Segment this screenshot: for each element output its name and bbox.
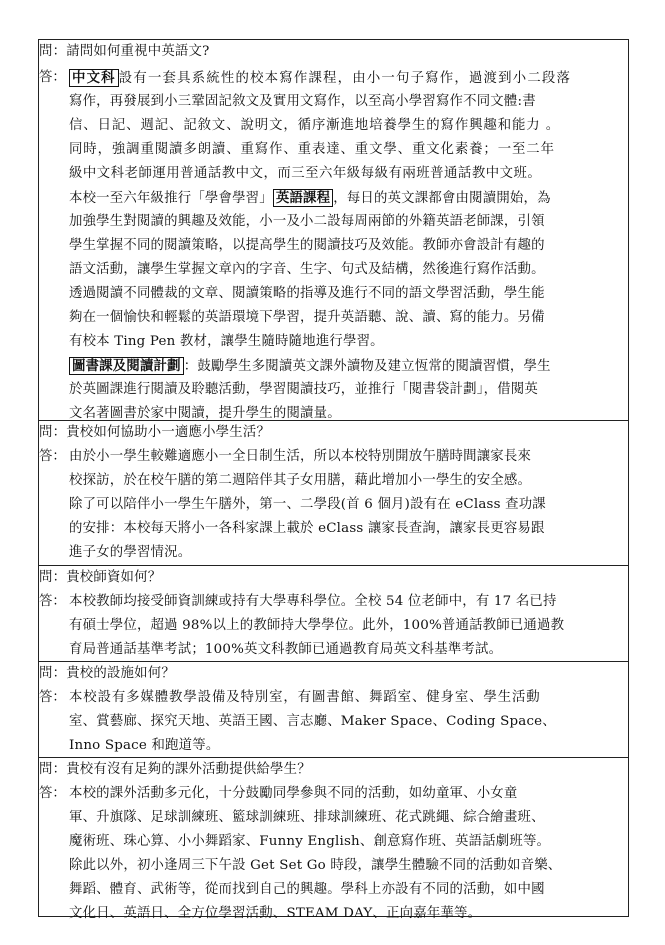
answer-line: 文名著圖書於家中閱讀，提升學生的閱讀量。 <box>69 406 341 421</box>
english-subject-heading: 英語課程 <box>273 189 333 207</box>
question-marker: 問： <box>39 570 67 585</box>
question-marker: 問： <box>39 762 67 777</box>
answer-line: 寫作，再發展到小三鞏固記敘文及實用文寫作，以至高小學習寫作不同文體:書 <box>69 94 536 109</box>
answer-line: 同時，強調重閱讀多朗讀、重寫作、重表達、重文學、重文化素養；一至二年 <box>69 142 555 157</box>
question-row <box>39 421 270 445</box>
faq-table <box>38 39 629 921</box>
answer-line: 本校設有多媒體教學設備及特別室，有圖書館、舞蹈室、健身室、學生活動 <box>69 690 541 705</box>
answer-line: 有校本 Ting Pen 教材，讓學生隨時隨地進行學習。 <box>69 334 384 349</box>
answer-line: 圖書課及閱讀計劃 ：鼓勵學生多閱讀英文課外讀物及建立恆常的閱讀習慣，學生 <box>69 354 551 378</box>
faq-section-facilities <box>39 661 628 757</box>
answer-line: 本校一至六年級推行「學會學習」 英語課程 ，每日的英文課都會由閱讀開始，為 <box>69 190 551 206</box>
question-text: 貴校的設施如何？ <box>66 666 175 681</box>
answer-line: 文化日、英語日、全方位學習活動、STEAM DAY、正向嘉年華等。 <box>69 906 482 921</box>
answer-line: 進子女的學習情況。 <box>69 545 192 560</box>
answer-line: 夠在一個愉快和輕鬆的英語環境下學習，提升英語聽、說、讀、寫的能力。另備 <box>69 310 545 325</box>
question-row <box>39 40 209 64</box>
answer-line: 語文活動，讓學生掌握文章內的字音、生字、句式及結構，然後進行寫作活動。 <box>69 262 545 277</box>
answer-line: 的安排：本校每天將小一各科家課上載於 eClass 讓家長查詢，讓家長更容易跟 <box>69 521 545 536</box>
library-reading-heading: 圖書課及閱讀計劃 <box>69 357 184 375</box>
answer-marker: 答： <box>39 786 66 801</box>
answer-line: Inno Space 和跑道等。 <box>69 738 220 753</box>
answer-marker: 答： <box>39 449 66 464</box>
answer-line: 育局普通話基準考試；100%英文科教師已通過教育局英文科基準考試。 <box>69 642 503 657</box>
answer-line: 室、賞藝廊、探究天地、英語王國、言志廳、Maker Space、Coding Space、 <box>69 714 556 729</box>
faq-section-language <box>39 40 628 421</box>
answer-line: 有碩士學位，超過 98%以上的教師持大學學位。此外，100%普通話教師已通過教 <box>69 618 565 633</box>
answer-line: 軍、升旗隊、足球訓練班、籃球訓練班、排球訓練班、花式跳繩、綜合繪畫班、 <box>69 810 545 825</box>
question-text: 貴校如何協助小一適應小學生活？ <box>66 425 271 440</box>
question-marker: 問： <box>39 666 67 681</box>
answer-line: 除此以外，初小逢周三下午設 Get Set Go 時段，讓學生體驗不同的活動如音樂、 <box>69 858 562 873</box>
answer-line: 中文科 設有一套具系統性的校本寫作課程，由小一句子寫作，過渡到小二段落 <box>69 66 571 90</box>
answer-line: 舞蹈、體育、武術等，從而找到自己的興趣。學科上亦設有不同的活動，如中國 <box>69 882 545 897</box>
faq-section-primary-one <box>39 420 628 565</box>
answer-line: 級中文科老師運用普通話教中文，而三至六年級每級有兩班普通話教中文班。 <box>69 166 542 181</box>
faq-section-activities <box>39 757 628 921</box>
chinese-subject-heading: 中文科 <box>69 69 119 87</box>
question-marker: 問： <box>39 44 67 59</box>
answer-marker: 答： <box>39 70 66 85</box>
question-text: 貴校有沒有足夠的課外活動提供給學生？ <box>66 762 311 777</box>
answer-line: 本校的課外活動多元化，十分鼓勵同學參與不同的活動，如幼童軍、小女童 <box>69 786 518 801</box>
question-row <box>39 662 175 686</box>
answer-line: 魔術班、珠心算、小小舞蹈家、Funny English、創意寫作班、英語話劇班等。 <box>69 834 551 849</box>
answer-line: 於英圖課進行閱讀及聆聽活動，學習閱讀技巧，並推行「閱書袋計劃」，借閱英 <box>69 382 538 397</box>
answer-marker: 答： <box>39 690 66 705</box>
answer-marker: 答： <box>39 594 66 609</box>
answer-line: 除了可以陪伴小一學生午膳外，第一、二學段(首 6 個月)設有在 eClass 查功課 <box>69 497 546 512</box>
answer-line: 校探訪，於在校午膳的第二週陪伴其子女用膳，藉此增加小一學生的安全感。 <box>69 473 532 488</box>
question-text: 貴校師資如何？ <box>66 570 162 585</box>
question-marker: 問： <box>39 425 67 440</box>
question-row <box>39 566 161 590</box>
question-text: 請問如何重視中英語文? <box>66 44 210 59</box>
answer-line: 透過閱讀不同體裁的文章、閱讀策略的指導及進行不同的語文學習活動，學生能 <box>69 286 545 301</box>
answer-line: 由於小一學生較難適應小一全日制生活，所以本校特別開放午膳時間讓家長來 <box>69 449 532 464</box>
answer-line: 本校教師均接受師資訓練或持有大學專科學位。全校 54 位老師中，有 17 名已持 <box>69 594 557 609</box>
answer-line: 加強學生對閱讀的興趣及效能，小一及小二設每周兩節的外籍英語老師課，引領 <box>69 214 545 229</box>
faq-section-teachers <box>39 565 628 661</box>
answer-line: 學生掌握不同的閱讀策略，以提高學生的閱讀技巧及效能。教師亦會設計有趣的 <box>69 238 545 253</box>
answer-line: 信、日記、週記、記敘文、說明文，循序漸進地培養學生的寫作興趣和能力 。 <box>69 118 561 133</box>
question-row <box>39 758 311 782</box>
